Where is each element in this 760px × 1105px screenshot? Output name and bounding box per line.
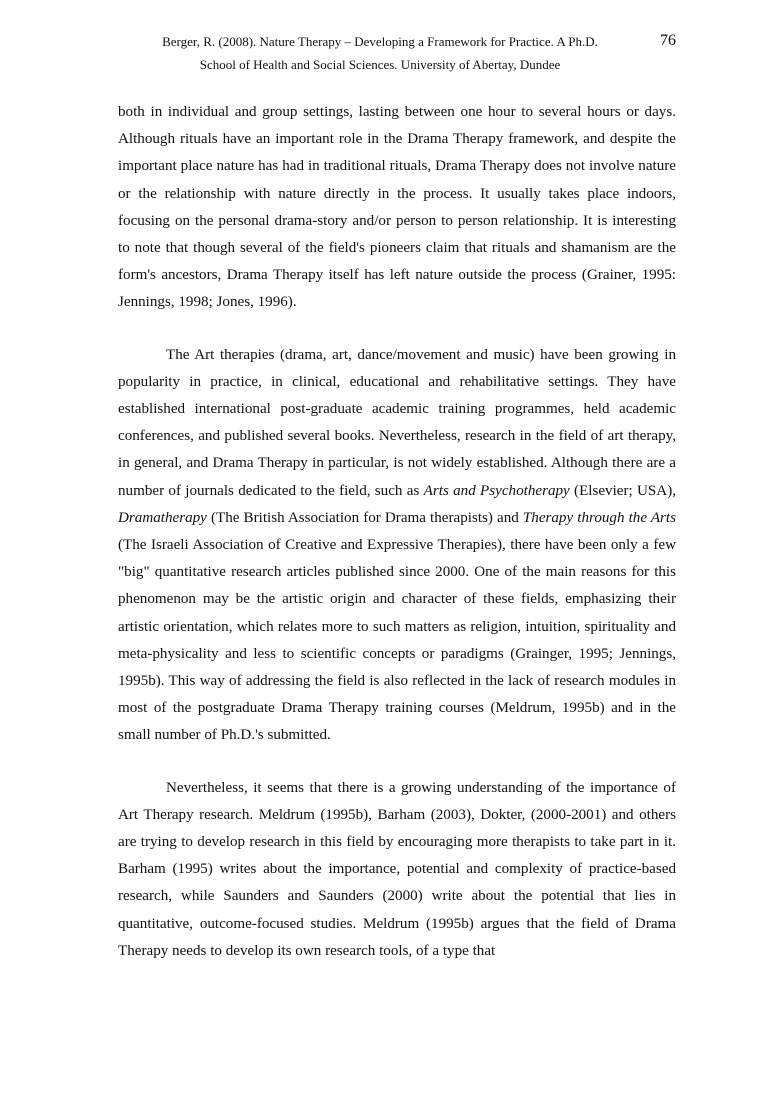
body-text (118, 99, 676, 965)
running-header (0, 30, 760, 76)
paragraph (118, 342, 676, 750)
paragraph-text: The Art therapies (drama, art, dance/movement and music) have been growing in popularity in practice, in clinical, educational and rehabilitative settings. They have established international post-graduate academic training programmes, held academic conferences, and published several books. Nevertheless, research in the field of art therapy, in general, and Drama Therapy in particular, is not widely established. Although there are a number of journals dedicated to the field, such as (118, 346, 676, 499)
paragraph-text: (Elsevier; USA), (569, 482, 677, 499)
paragraph (118, 99, 676, 317)
paragraph-text: (The British Association for Drama therapists) and (206, 509, 523, 526)
italic-title: Therapy through the Arts (522, 509, 676, 526)
page-number: 76 (660, 32, 676, 49)
italic-title: Arts and Psychotherapy (423, 482, 570, 499)
header-citation-line: Berger, R. (2008). Nature Therapy – Developing a Framework for Practice. A Ph.D. (162, 34, 598, 49)
header-institution-line: School of Health and Social Sciences. University of Abertay, Dundee (199, 57, 561, 72)
paragraph-text: Nevertheless, it seems that there is a growing understanding of the importance of Art Therapy research. Meldrum (1995b), Barham (2003), Dokter, (2000-2001) and others are trying to develop research in this field by encouraging more therapists to take part in it. Barham (1995) writes about the importance, potential and complexity of practice-based research, while Saunders and Saunders (2000) write about the potential that lies in quantitative, outcome-focused studies. Meldrum (1995b) argues that the field of Drama Therapy needs to develop its own research tools, of a type that (118, 779, 676, 959)
paragraph-text: (The Israeli Association of Creative and Expressive Therapies), there have been only a few "big" quantitative research articles published since 2000. One of the main reasons for this phenomenon may be the artistic origin and character of these fields, emphasizing their artistic orientation, which relates more to such matters as religion, intuition, spirituality and meta-physicality and less to scientific concepts or paradigms (Grainger, 1995; Jennings, 1995b). This way of addressing the field is also reflected in the lack of research modules in most of the postgraduate Drama Therapy training courses (Meldrum, 1995b) and in the small number of Ph.D.'s submitted. (118, 537, 676, 744)
paragraph-text: both in individual and group settings, lasting between one hour to several hours or days. Although rituals have an important role in the Drama Therapy framework, and despite the important place nature has had in traditional rituals, Drama Therapy does not involve nature or the relationship with nature directly in the process. It usually takes place indoors, focusing on the personal drama-story and/or person to person relationship. It is interesting to note that though several of the field's pioneers claim that rituals and shamanism are the form's ancestors, Drama Therapy itself has left nature outside the process (Grainer, 1995: Jennings, 1998; Jones, 1996). (118, 104, 676, 311)
paragraph (118, 775, 676, 965)
italic-title: Dramatherapy (118, 509, 207, 526)
